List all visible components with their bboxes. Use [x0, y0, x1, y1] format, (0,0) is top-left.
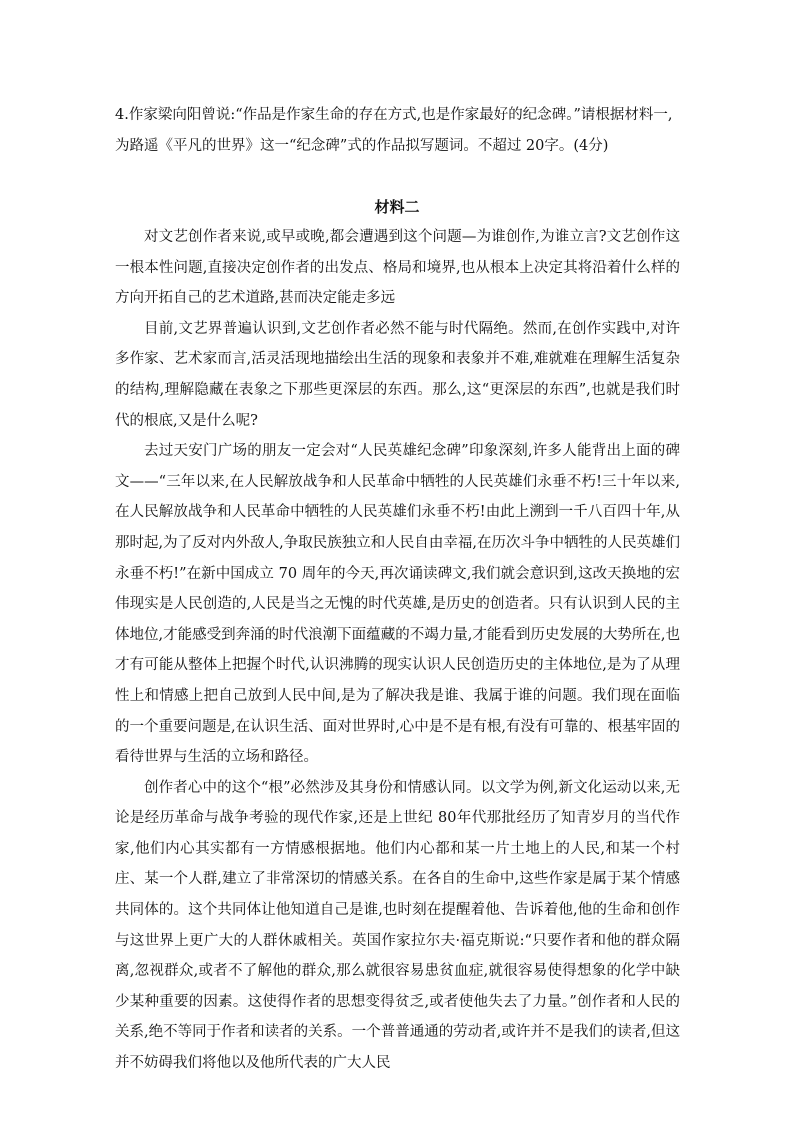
paragraph: 对文艺创作者来说,或早或晚,都会遭遇到这个问题—为谁创作,为谁立言?文艺创作这一根本性问题,直接决定创作者的出发点、格局和境界,也从根本上决定其将沿着什么样的方向开拓自己的艺术道路,甚而决定能走多远 — [115, 229, 680, 307]
paragraph: 目前,文艺界普遍认识到,文艺创作者必然不能与时代隔绝。然而,在创作实践中,对许多作家、艺术家而言,活灵活现地描绘出生活的现象和表象并不难,难就难在理解生活复杂的结构,理解隐藏在表象之下那些更深层的东西。那么,这“更深层的东西”,也就是我们时代的根底,又是什么呢? — [115, 320, 680, 429]
paragraph: 去过天安门广场的朋友一定会对“人民英雄纪念碑”印象深刻,许多人能背出上面的碑文——“三年以来,在人民解放战争和人民革命中牺牲的人民英雄们永垂不朽!三十年以来,在人民解放战争和人民革命中牺牲的人民英雄们永垂不朽!由此上溯到一千八百四十年,从那时起,为了反对内外敌人,争取民族独立和人民自由幸福,在历次斗争中牺牲的人民英雄们永垂不朽!”在新中国成立 70 周年的今天,再次诵读碑文,我们就会意识到,这改天换地的宏伟现实是人民创造的,人民是当之无愧的时代英雄,是历史的创造者。只有认识到人民的主体地位,才能感受到奔涌的时代浪潮下面蕴藏的不竭力量,才能看到历史发展的大势所在,也才有可能从整体上把握个时代,认识沸腾的现实认识人民创造历史的主体地位,是为了从理性上和情感上把自己放到人民中间,是为了解决我是谁、我属于谁的问题。我们现在面临的一个重要问题是,在认识生活、面对世界时,心中是不是有根,有没有可靠的、根基牢固的看待世界与生活的立场和路径。 — [115, 443, 680, 766]
section-title: 材料二 — [374, 198, 420, 216]
paragraph: 创作者心中的这个“根”必然涉及其身份和情感认同。以文学为例,新文化运动以来,无论是经历革命与战争考验的现代作家,还是上世纪 80年代那批经历了知青岁月的当代作家,他们内心其实都有一方情感根据地。他们内心都和某一片土地上的人民,和某一个村庄、某一个人群,建立了非常深切的情感关系。在各自的生命中,这些作家是属于某个情感共同体的。这个共同体让他知道自己是谁,也时刻在提醒着他、告诉着他,他的生命和创作与这世界上更广大的人群休戚相关。英国作家拉尔夫·福克斯说:“只要作者和他的群众隔离,忽视群众,或者不了解他的群众,那么就很容易患贫血症,就很容易使得想象的化学中缺少某种重要的因素。这使得作者的思想变得贫乏,或者使他失去了力量。”创作者和人民的关系,绝不等同于作者和读者的关系。一个普普通通的劳动者,或许并不是我们的读者,但这并不妨碍我们将他以及他所代表的广大人民 — [115, 779, 680, 1072]
question-4: 4.作家梁向阳曾说:“作品是作家生命的存在方式,也是作家最好的纪念碑。”请根据材料一,为路遥《平凡的世界》这一“纪念碑”式的作品拟写题词。不超过 20字。(4分) — [115, 107, 673, 154]
material-two-body — [115, 222, 680, 1079]
